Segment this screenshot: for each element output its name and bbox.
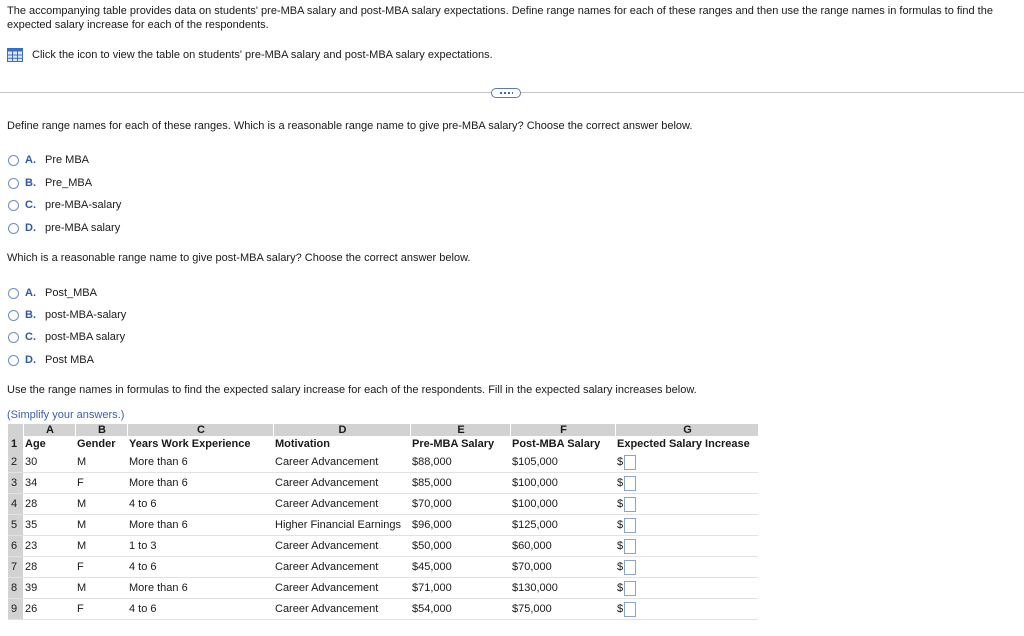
table-cell: More than 6 [127, 452, 273, 473]
salary-increase-input[interactable] [624, 476, 636, 491]
row-number: 6 [8, 536, 23, 557]
table-cell: Career Advancement [273, 578, 410, 599]
col-letter: G [615, 424, 758, 436]
row-number: 9 [8, 599, 23, 620]
salary-increase-input[interactable] [624, 518, 636, 533]
question-pre-mba: Define range names for each of these ranges. Which is a reasonable range name to give pre-MBA salary? Choose the correct answer below. [7, 120, 693, 132]
option-post-c[interactable]: C. post-MBA salary [8, 330, 125, 344]
answer-cell [615, 536, 758, 557]
radio-button[interactable] [8, 288, 19, 299]
table-icon[interactable] [7, 48, 23, 62]
table-cell: Career Advancement [273, 452, 410, 473]
table-cell: 4 to 6 [127, 494, 273, 515]
header-cell: Gender [77, 438, 116, 450]
radio-button[interactable] [8, 200, 19, 211]
table-cell: 30 [23, 452, 75, 473]
table-cell: More than 6 [127, 578, 273, 599]
table-cell: F [75, 599, 127, 620]
table-cell: $75,000 [510, 599, 615, 620]
table-cell: 23 [23, 536, 75, 557]
col-letter: C [127, 424, 273, 436]
question-formulas: Use the range names in formulas to find the expected salary increase for each of the respondents. Fill in the expected salary increases below. [7, 384, 697, 396]
row-number: 5 [8, 515, 23, 536]
salary-increase-input[interactable] [624, 539, 636, 554]
option-post-a[interactable]: A. Post_MBA [8, 286, 97, 300]
answer-wrapper [617, 497, 636, 512]
col-letter: E [410, 424, 510, 436]
table-cell: $70,000 [410, 494, 510, 515]
row-number: 4 [8, 494, 23, 515]
table-link-row[interactable] [7, 47, 493, 63]
dollar-sign: $ [617, 456, 624, 468]
table-cell: $70,000 [510, 557, 615, 578]
salary-increase-input[interactable] [624, 455, 636, 470]
radio-button[interactable] [8, 155, 19, 166]
table-cell: $50,000 [410, 536, 510, 557]
header-cell: Age [25, 438, 46, 450]
table-cell: M [75, 452, 127, 473]
row-number: 1 [8, 436, 23, 452]
table-cell: $100,000 [510, 494, 615, 515]
header-cell: Post-MBA Salary [512, 438, 601, 450]
salary-increase-input[interactable] [624, 560, 636, 575]
spreadsheet-table [8, 424, 759, 620]
answer-cell [615, 494, 758, 515]
corner-cell [8, 424, 23, 436]
table-link-text: Click the icon to view the table on students' pre-MBA salary and post-MBA salary expectations. [32, 49, 493, 61]
table-cell: 34 [23, 473, 75, 494]
table-cell: M [75, 515, 127, 536]
table-cell: Career Advancement [273, 557, 410, 578]
table-cell: $71,000 [410, 578, 510, 599]
col-letter: F [510, 424, 615, 436]
answer-wrapper [617, 560, 636, 575]
table-cell: 26 [23, 599, 75, 620]
table-cell: $125,000 [510, 515, 615, 536]
table-cell: $60,000 [510, 536, 615, 557]
salary-increase-input[interactable] [624, 602, 636, 617]
table-cell: M [75, 536, 127, 557]
header-row [8, 436, 758, 452]
answer-wrapper [617, 455, 636, 470]
table-row [8, 452, 758, 473]
table-row [8, 473, 758, 494]
dollar-sign: $ [617, 540, 624, 552]
table-cell: $85,000 [410, 473, 510, 494]
option-pre-c[interactable]: C. pre-MBA-salary [8, 198, 121, 212]
header-cell: Motivation [275, 438, 330, 450]
dollar-sign: $ [617, 582, 624, 594]
table-row [8, 494, 758, 515]
table-cell: Career Advancement [273, 494, 410, 515]
radio-button[interactable] [8, 310, 19, 321]
table-cell: Career Advancement [273, 473, 410, 494]
table-cell: $130,000 [510, 578, 615, 599]
answer-cell [615, 557, 758, 578]
option-post-d[interactable]: D. Post MBA [8, 353, 94, 367]
answer-cell [615, 578, 758, 599]
table-row [8, 515, 758, 536]
answer-cell [615, 452, 758, 473]
dollar-sign: $ [617, 477, 624, 489]
ellipsis-icon [499, 92, 513, 94]
radio-button[interactable] [8, 332, 19, 343]
dollar-sign: $ [617, 603, 624, 615]
dollar-sign: $ [617, 519, 624, 531]
row-number: 8 [8, 578, 23, 599]
radio-button[interactable] [8, 223, 19, 234]
col-letter: A [23, 424, 75, 436]
radio-button[interactable] [8, 178, 19, 189]
header-cell: Years Work Experience [129, 438, 251, 450]
answer-wrapper [617, 518, 636, 533]
answer-wrapper [617, 581, 636, 596]
answer-cell [615, 473, 758, 494]
table-cell: 1 to 3 [127, 536, 273, 557]
table-cell: More than 6 [127, 515, 273, 536]
answer-wrapper [617, 539, 636, 554]
table-cell: 4 to 6 [127, 557, 273, 578]
option-post-b[interactable]: B. post-MBA-salary [8, 308, 126, 322]
table-cell: 28 [23, 494, 75, 515]
table-cell: 28 [23, 557, 75, 578]
simplify-note: (Simplify your answers.) [7, 409, 125, 421]
table-row [8, 578, 758, 599]
row-number: 7 [8, 557, 23, 578]
salary-increase-input[interactable] [624, 581, 636, 596]
table-cell: 39 [23, 578, 75, 599]
table-cell: Career Advancement [273, 599, 410, 620]
answer-wrapper [617, 602, 636, 617]
table-row [8, 557, 758, 578]
row-number: 3 [8, 473, 23, 494]
expand-more-button[interactable] [491, 88, 521, 98]
answer-wrapper [617, 476, 636, 491]
table-cell: Higher Financial Earnings [273, 515, 410, 536]
dollar-sign: $ [617, 561, 624, 573]
dollar-sign: $ [617, 498, 624, 510]
problem-intro: The accompanying table provides data on students' pre-MBA salary and post-MBA salary expectations. Define range names for each of these ranges and then use the range names in formulas to find the expected salary increase for each of the respondents. [7, 5, 993, 31]
table-cell: F [75, 473, 127, 494]
table-row [8, 536, 758, 557]
question-post-mba: Which is a reasonable range name to give post-MBA salary? Choose the correct answer below. [7, 252, 471, 264]
col-letter: D [273, 424, 410, 436]
table-cell: More than 6 [127, 473, 273, 494]
table-cell: M [75, 494, 127, 515]
table-cell: 4 to 6 [127, 599, 273, 620]
answer-cell [615, 515, 758, 536]
table-cell: $105,000 [510, 452, 615, 473]
option-pre-d[interactable]: D. pre-MBA salary [8, 221, 120, 235]
table-cell: F [75, 557, 127, 578]
radio-button[interactable] [8, 355, 19, 366]
table-cell: 35 [23, 515, 75, 536]
header-cell: Pre-MBA Salary [412, 438, 495, 450]
row-number: 2 [8, 452, 23, 473]
table-cell: M [75, 578, 127, 599]
table-cell: $45,000 [410, 557, 510, 578]
table-cell: $96,000 [410, 515, 510, 536]
option-pre-a[interactable]: A. Pre MBA [8, 153, 89, 167]
table-cell: Career Advancement [273, 536, 410, 557]
col-letter: B [75, 424, 127, 436]
table-cell: $54,000 [410, 599, 510, 620]
table-cell: $88,000 [410, 452, 510, 473]
option-pre-b[interactable]: B. Pre_MBA [8, 176, 92, 190]
salary-increase-input[interactable] [624, 497, 636, 512]
table-cell: $100,000 [510, 473, 615, 494]
column-letter-row [8, 424, 758, 436]
table-row [8, 599, 758, 620]
answer-cell [615, 599, 758, 620]
header-cell: Expected Salary Increase [617, 438, 750, 450]
